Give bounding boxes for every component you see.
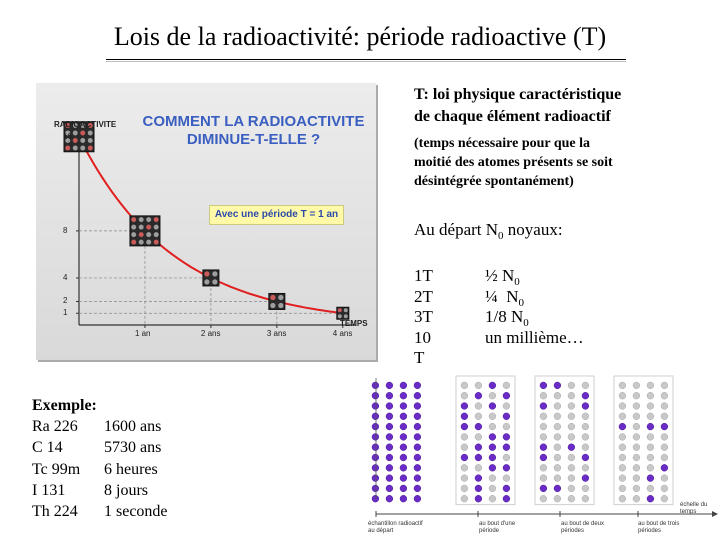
example-row (32, 459, 158, 480)
decayed-nucleus (461, 475, 468, 482)
decayed-nucleus (633, 434, 640, 441)
decay-amount (485, 307, 529, 327)
decayed-nucleus (619, 434, 626, 441)
decay-amount-text: 1/8 N (485, 307, 524, 326)
active-nucleus (386, 495, 393, 502)
decayed-nucleus (568, 495, 575, 502)
y-tick-label: 4 (63, 272, 68, 282)
active-nucleus (489, 403, 496, 410)
active-nucleus (554, 485, 561, 492)
active-nucleus (475, 444, 482, 451)
active-nucleus (400, 382, 407, 389)
decay-amount-subscript: 0 (518, 296, 525, 309)
active-nucleus (372, 413, 379, 420)
decayed-nucleus (647, 454, 654, 461)
decayed-nucleus (540, 495, 547, 502)
active-nucleus (582, 392, 589, 399)
example-period: 8 jours (104, 481, 148, 499)
active-nucleus (386, 485, 393, 492)
atom-block (130, 216, 160, 246)
y-tick-label: 16 (63, 131, 72, 141)
decayed-nucleus (647, 444, 654, 451)
decayed-nucleus (568, 475, 575, 482)
active-nucleus (400, 434, 407, 441)
example-isotope: Ra 226 (32, 418, 78, 435)
active-nucleus (619, 423, 626, 430)
decayed-nucleus (540, 475, 547, 482)
active-nucleus (475, 485, 482, 492)
decayed-nucleus (582, 444, 589, 451)
active-nucleus (489, 444, 496, 451)
decayed-nucleus (619, 392, 626, 399)
active-nucleus (503, 464, 510, 471)
active-nucleus (661, 423, 668, 430)
grid-caption-line-1: au bout de trois (638, 521, 680, 527)
active-nucleus (647, 475, 654, 482)
decayed-nucleus (582, 413, 589, 420)
decayed-nucleus (554, 403, 561, 410)
active-nucleus (372, 444, 379, 451)
active-nucleus (386, 392, 393, 399)
active-nucleus (582, 475, 589, 482)
dot-grid (614, 376, 673, 505)
decayed-nucleus (661, 382, 668, 389)
active-nucleus (386, 444, 393, 451)
decayed-nucleus (554, 475, 561, 482)
decayed-nucleus (503, 423, 510, 430)
atom-block (337, 307, 349, 319)
definition-detail-line-2: moitié des atomes présents se soit (414, 155, 613, 170)
grid-caption (638, 521, 679, 535)
active-nucleus (503, 413, 510, 420)
decayed-nucleus (582, 382, 589, 389)
active-nucleus (372, 392, 379, 399)
example-row (32, 480, 148, 501)
decayed-nucleus (647, 413, 654, 420)
decayed-nucleus (661, 495, 668, 502)
active-nucleus (414, 495, 421, 502)
decayed-nucleus (647, 485, 654, 492)
active-nucleus (372, 464, 379, 471)
example-period: 5730 ans (104, 439, 162, 457)
initial-nuclei-subscript: 0 (498, 230, 504, 242)
decayed-nucleus (568, 464, 575, 471)
active-nucleus (414, 475, 421, 482)
initial-nuclei-line (414, 220, 563, 240)
definition-heading (414, 84, 704, 128)
decayed-nucleus (647, 403, 654, 410)
decay-amount-subscript: 0 (514, 276, 520, 288)
active-nucleus (400, 475, 407, 482)
active-nucleus (503, 434, 510, 441)
grid-caption (368, 521, 423, 535)
example-isotope: C 14 (32, 439, 63, 457)
active-nucleus (414, 464, 421, 471)
active-nucleus (372, 485, 379, 492)
decayed-nucleus (568, 413, 575, 420)
active-nucleus (386, 454, 393, 461)
grid-caption-line-2: périodes (638, 528, 662, 534)
decayed-nucleus (633, 392, 640, 399)
decayed-nucleus (475, 382, 482, 389)
definition-detail-line-1: (temps nécessaire pour que la (414, 136, 591, 151)
active-nucleus (461, 454, 468, 461)
decayed-nucleus (461, 464, 468, 471)
decayed-nucleus (661, 403, 668, 410)
active-nucleus (461, 423, 468, 430)
decayed-nucleus (489, 485, 496, 492)
decayed-nucleus (661, 454, 668, 461)
active-nucleus (372, 382, 379, 389)
active-nucleus (386, 413, 393, 420)
active-nucleus (414, 485, 421, 492)
active-nucleus (503, 495, 510, 502)
decay-amount (485, 287, 524, 307)
example-row (32, 437, 162, 458)
decayed-nucleus (619, 464, 626, 471)
active-nucleus (475, 392, 482, 399)
decayed-nucleus (619, 413, 626, 420)
active-nucleus (540, 485, 547, 492)
decayed-nucleus (582, 464, 589, 471)
decayed-nucleus (633, 444, 640, 451)
active-nucleus (400, 403, 407, 410)
initial-nuclei-text: Au départ N (414, 220, 499, 239)
decayed-nucleus (568, 454, 575, 461)
decay-amount-subscript: 0 (523, 317, 529, 329)
y-tick-label: 1 (63, 308, 68, 318)
active-nucleus (400, 423, 407, 430)
decayed-nucleus (633, 495, 640, 502)
definition-heading-line-2: de chaque élément radioactif (414, 108, 611, 125)
decayed-nucleus (619, 495, 626, 502)
active-nucleus (386, 382, 393, 389)
decayed-nucleus (633, 403, 640, 410)
chart-title-line-2: DIMINUE-T-ELLE ? (186, 131, 321, 148)
chart-title-line-1: COMMENT LA RADIOACTIVITE (142, 113, 365, 130)
grid-caption-line-2: au départ (368, 528, 394, 534)
decayed-nucleus (554, 454, 561, 461)
active-nucleus (414, 392, 421, 399)
x-tick-label: 3 ans (266, 329, 287, 338)
example-period: 1 seconde (104, 503, 168, 521)
decayed-nucleus (503, 382, 510, 389)
decayed-nucleus (647, 464, 654, 471)
decayed-nucleus (503, 403, 510, 410)
active-nucleus (372, 423, 379, 430)
example-period: 1600 ans (104, 418, 162, 435)
grid-caption-line-2: période (479, 528, 500, 534)
example-row (32, 416, 162, 437)
active-nucleus (568, 444, 575, 451)
active-nucleus (489, 434, 496, 441)
decay-chart-panel (36, 83, 376, 360)
x-axis-label: TEMPS (340, 319, 368, 328)
y-tick-label: 8 (63, 225, 68, 235)
decayed-nucleus (540, 464, 547, 471)
active-nucleus (475, 454, 482, 461)
decay-amount (485, 266, 520, 286)
decayed-nucleus (489, 413, 496, 420)
decayed-nucleus (568, 382, 575, 389)
active-nucleus (647, 423, 654, 430)
active-nucleus (386, 475, 393, 482)
active-nucleus (414, 444, 421, 451)
decayed-nucleus (647, 392, 654, 399)
decay-amount-text: ½ N (485, 266, 515, 285)
decay-amount-text: ¼ N (485, 286, 519, 306)
decayed-nucleus (475, 413, 482, 420)
decayed-nucleus (554, 413, 561, 420)
active-nucleus (489, 464, 496, 471)
decayed-nucleus (582, 495, 589, 502)
example-row (32, 501, 168, 522)
decayed-nucleus (582, 485, 589, 492)
decayed-nucleus (619, 382, 626, 389)
active-nucleus (540, 454, 547, 461)
active-nucleus (503, 485, 510, 492)
active-nucleus (400, 495, 407, 502)
atom-block (203, 270, 219, 286)
decayed-nucleus (461, 495, 468, 502)
decayed-nucleus (540, 392, 547, 399)
x-tick-label: 2 ans (200, 329, 221, 338)
decayed-nucleus (661, 444, 668, 451)
decayed-nucleus (633, 382, 640, 389)
dot-grid (456, 376, 515, 505)
decayed-nucleus (633, 413, 640, 420)
period-note-box: Avec une période T = 1 an (209, 205, 344, 225)
decayed-nucleus (475, 464, 482, 471)
decay-amount (485, 328, 584, 348)
decayed-nucleus (647, 434, 654, 441)
decayed-nucleus (661, 413, 668, 420)
decayed-nucleus (619, 475, 626, 482)
decayed-nucleus (633, 454, 640, 461)
active-nucleus (503, 392, 510, 399)
active-nucleus (414, 423, 421, 430)
decayed-nucleus (554, 434, 561, 441)
active-nucleus (414, 454, 421, 461)
x-tick-label: 1 an (134, 329, 151, 338)
decayed-nucleus (489, 475, 496, 482)
decayed-nucleus (568, 423, 575, 430)
decayed-nucleus (568, 434, 575, 441)
initial-nuclei-suffix: noyaux: (503, 220, 563, 239)
active-nucleus (400, 454, 407, 461)
active-nucleus (461, 403, 468, 410)
decayed-nucleus (540, 423, 547, 430)
decayed-nucleus (582, 434, 589, 441)
atom-block (269, 293, 285, 309)
active-nucleus (461, 413, 468, 420)
x-tick-label: 4 ans (332, 329, 353, 338)
active-nucleus (386, 434, 393, 441)
active-nucleus (414, 413, 421, 420)
active-nucleus (400, 392, 407, 399)
decayed-nucleus (489, 392, 496, 399)
decayed-nucleus (661, 434, 668, 441)
chart-title (131, 113, 376, 149)
active-nucleus (475, 475, 482, 482)
example-isotope: Tc 99m (32, 460, 81, 478)
definition-detail-line-3: désintégrée spontanément) (414, 174, 574, 189)
decayed-nucleus (554, 423, 561, 430)
decayed-nucleus (554, 464, 561, 471)
decayed-nucleus (461, 444, 468, 451)
active-nucleus (400, 444, 407, 451)
definition-detail (414, 134, 704, 191)
decayed-nucleus (554, 444, 561, 451)
decayed-nucleus (619, 485, 626, 492)
active-nucleus (400, 413, 407, 420)
active-nucleus (554, 382, 561, 389)
active-nucleus (386, 464, 393, 471)
decayed-nucleus (461, 485, 468, 492)
decayed-nucleus (489, 423, 496, 430)
decayed-nucleus (661, 475, 668, 482)
decay-curve (79, 137, 343, 313)
active-nucleus (503, 444, 510, 451)
decayed-nucleus (503, 475, 510, 482)
decayed-nucleus (633, 485, 640, 492)
decayed-nucleus (633, 423, 640, 430)
grid-caption (561, 521, 604, 535)
decayed-nucleus (633, 464, 640, 471)
grid-caption-line-2: périodes (561, 528, 585, 534)
active-nucleus (540, 382, 547, 389)
decayed-nucleus (568, 403, 575, 410)
active-nucleus (540, 403, 547, 410)
active-nucleus (372, 475, 379, 482)
active-nucleus (414, 382, 421, 389)
decayed-nucleus (461, 434, 468, 441)
active-nucleus (582, 403, 589, 410)
decayed-nucleus (475, 403, 482, 410)
active-nucleus (475, 495, 482, 502)
active-nucleus (400, 464, 407, 471)
active-nucleus (372, 454, 379, 461)
active-nucleus (372, 434, 379, 441)
example-period: 6 heures (104, 460, 158, 478)
decayed-nucleus (554, 392, 561, 399)
example-isotope: I 131 (32, 481, 66, 499)
decayed-nucleus (568, 485, 575, 492)
grid-caption (479, 521, 515, 535)
active-nucleus (582, 454, 589, 461)
decayed-nucleus (540, 434, 547, 441)
decay-period: 1T (414, 266, 433, 285)
active-nucleus (489, 382, 496, 389)
title-underline (106, 59, 626, 60)
active-nucleus (400, 485, 407, 492)
decayed-nucleus (619, 444, 626, 451)
active-nucleus (489, 454, 496, 461)
decay-period: 2T (414, 286, 433, 306)
decayed-nucleus (503, 454, 510, 461)
decay-period: 10 T (414, 327, 431, 367)
decay-period: 3T (414, 307, 433, 326)
decayed-nucleus (568, 392, 575, 399)
active-nucleus (386, 403, 393, 410)
decayed-nucleus (489, 495, 496, 502)
decayed-nucleus (619, 403, 626, 410)
grid-caption-line-1: au bout d'une (479, 521, 516, 527)
active-nucleus (414, 434, 421, 441)
examples-heading: Exemple: (32, 397, 97, 414)
active-nucleus (540, 444, 547, 451)
decayed-nucleus (540, 413, 547, 420)
example-isotope: Th 224 (32, 503, 78, 521)
decayed-nucleus (582, 423, 589, 430)
definition-heading-line-1: T: loi physique caractéristique (414, 86, 622, 103)
slide-title: Lois de la radioactivité: période radioactive (T) (113, 22, 607, 51)
time-scale-label: échelle du temps (680, 502, 708, 515)
decayed-nucleus (461, 382, 468, 389)
active-nucleus (414, 403, 421, 410)
decayed-nucleus (461, 392, 468, 399)
examples-list (32, 396, 168, 522)
decayed-nucleus (661, 485, 668, 492)
active-nucleus (372, 403, 379, 410)
y-axis-label: RADIOACTIVITE (54, 120, 117, 129)
decayed-nucleus (475, 434, 482, 441)
active-nucleus (372, 495, 379, 502)
active-nucleus (386, 423, 393, 430)
decayed-nucleus (647, 382, 654, 389)
active-nucleus (647, 495, 654, 502)
decayed-nucleus (661, 392, 668, 399)
decayed-nucleus (619, 454, 626, 461)
decay-amount-text: un millième… (485, 327, 584, 347)
decayed-nucleus (554, 495, 561, 502)
grid-caption-line-1: au bout de deux (561, 521, 605, 527)
dot-grid (372, 382, 421, 502)
dot-grid (535, 376, 594, 505)
active-nucleus (475, 423, 482, 430)
active-nucleus (661, 464, 668, 471)
decayed-nucleus (633, 475, 640, 482)
grid-caption-line-1: échantillon radioactif (368, 521, 423, 527)
y-tick-label: 2 (63, 296, 68, 306)
